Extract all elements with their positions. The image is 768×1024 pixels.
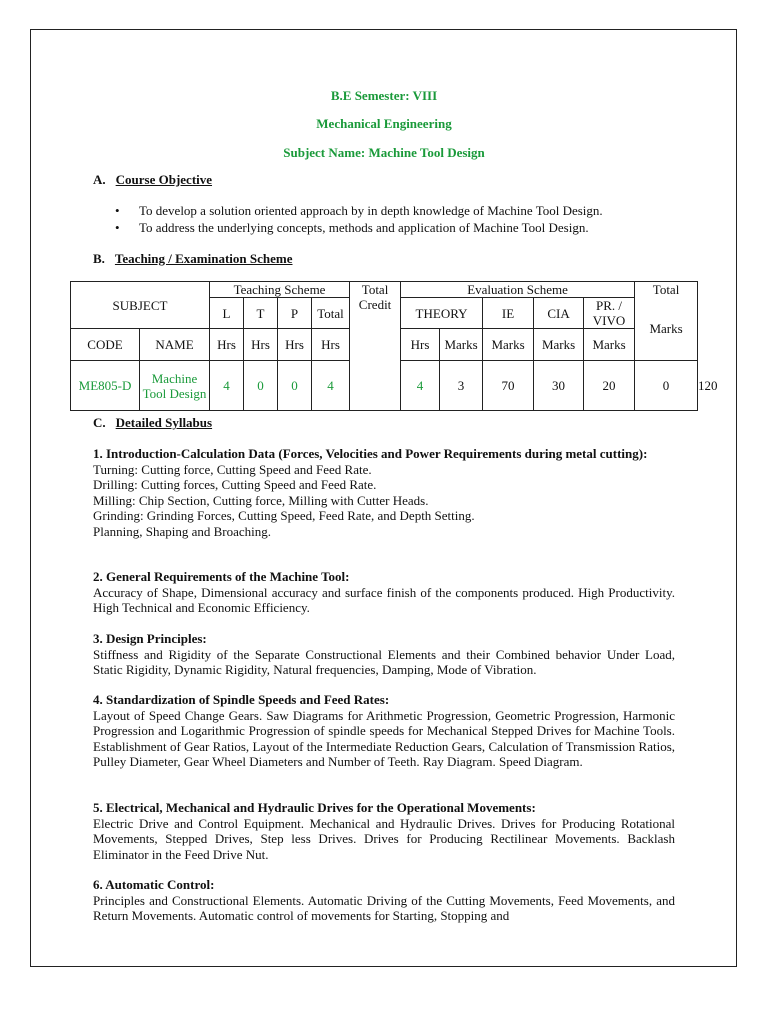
unit-line: Electric Drive and Control Equipment. Mechanical and Hydraulic Drives. Drives for Producing Rotational Movements, Stepped Drives, Step less Drives. Drives for Producing Rectilinear Movements. Backlash Eliminator in the Feed Drive Nut. xyxy=(93,815,675,862)
syllabus-unit-1 xyxy=(93,446,675,539)
unit-heading: 6. Automatic Control: xyxy=(93,877,215,892)
unit-line: Milling: Chip Section, Cutting force, Milling with Cutter Heads. xyxy=(93,492,429,508)
value-theory-marks: 70 xyxy=(483,361,534,411)
syllabus-unit-5 xyxy=(93,800,675,862)
unit-hrs: Hrs xyxy=(312,329,350,361)
col-theory: THEORY xyxy=(401,298,483,329)
value-theory-hrs: 3 xyxy=(440,361,483,411)
col-L: L xyxy=(210,298,244,329)
syllabus-unit-6 xyxy=(93,877,675,924)
unit-line: Drilling: Cutting forces, Cutting Speed and Feed Rate. xyxy=(93,477,377,492)
unit-hrs: Hrs xyxy=(401,329,440,361)
col-cia: CIA xyxy=(534,298,584,329)
unit-heading: 1. Introduction-Calculation Data (Forces, Velocities and Power Requirements during metal cutting): xyxy=(93,446,648,461)
unit-marks: Marks xyxy=(534,329,584,361)
col-ie: IE xyxy=(483,298,534,329)
value-L: 4 xyxy=(210,361,244,411)
unit-heading: 3. Design Principles: xyxy=(93,631,207,646)
code-header: CODE xyxy=(71,329,140,361)
value-credit: 4 xyxy=(401,361,440,411)
value-pr: 0 xyxy=(635,361,698,411)
unit-line: Stiffness and Rigidity of the Separate Constructional Elements and their Combined behavior Under Load, Static Rigidity, Dynamic Rigidity, Natural frequencies, Damping, Mode of Vibration. xyxy=(93,646,675,677)
col-P: P xyxy=(278,298,312,329)
value-T: 0 xyxy=(244,361,278,411)
unit-marks: Marks xyxy=(440,329,483,361)
unit-heading: 5. Electrical, Mechanical and Hydraulic Drives for the Operational Movements: xyxy=(93,800,536,815)
unit-hrs: Hrs xyxy=(210,329,244,361)
unit-marks: Marks xyxy=(584,329,635,361)
unit-marks: Marks xyxy=(483,329,534,361)
unit-line: Grinding: Grinding Forces, Cutting Speed, Feed Rate, and Depth Setting. xyxy=(93,508,475,523)
subject-heading: Subject Name: Machine Tool Design xyxy=(283,145,485,160)
col-T: T xyxy=(244,298,278,329)
unit-hrs: Hrs xyxy=(244,329,278,361)
unit-heading: 2. General Requirements of the Machine Tool: xyxy=(93,569,350,584)
total-marks-header: Marks xyxy=(635,298,698,361)
section-c-title: C. Detailed Syllabus xyxy=(93,415,213,430)
teaching-scheme-header: Teaching Scheme xyxy=(210,282,350,298)
syllabus-unit-4 xyxy=(93,692,675,770)
unit-line: Accuracy of Shape, Dimensional accuracy and surface finish of the components produced. High Productivity. High Technical and Economic Efficiency. xyxy=(93,584,675,615)
value-total: 4 xyxy=(312,361,350,411)
unit-heading: 4. Standardization of Spindle Speeds and Feed Rates: xyxy=(93,692,390,707)
scheme-table: SUBJECT Teaching Scheme Total Credit Evaluation Scheme Total L T P Total THEORY IE CIA PR. / VIVO Marks CODE NAME Hrs Hrs Hrs Hrs Hrs Marks Marks Marks Marks ME805-D Machine Tool Design 4 0 0 4 4 3 70 30 20 0 120 xyxy=(70,281,698,411)
unit-line: Principles and Constructional Elements. Automatic Driving of the Cutting Movements, Feed Movements, and Return Movements. Automatic control of movements for Starting, Stopping and xyxy=(93,892,675,923)
section-a-title: A. Course Objective xyxy=(93,172,213,187)
col-pr-vivo: PR. / VIVO xyxy=(584,298,635,329)
unit-line: Layout of Speed Change Gears. Saw Diagrams for Arithmetic Progression, Geometric Progression, Harmonic Progression and Logarithmic Progression of spindle speeds for Mechanical Stepped Drives for Machine Tools. Establishment of Gear Ratios, Layout of the Intermediate Reduction Gears, Calculation of Transmission Ratios, Pulley Diameter, Gear Wheel Diameters and Number of Teeth. Ray Diagram. Speed Diagram. xyxy=(93,707,675,769)
list-item: • To address the underlying concepts, methods and application of Machine Tool Design. xyxy=(93,219,693,236)
total-header: Total xyxy=(635,282,698,298)
value-P: 0 xyxy=(278,361,312,411)
value-ie: 30 xyxy=(534,361,584,411)
department-heading: Mechanical Engineering xyxy=(316,116,452,131)
unit-hrs: Hrs xyxy=(278,329,312,361)
section-b-title: B. Teaching / Examination Scheme xyxy=(93,251,293,266)
name-header: NAME xyxy=(140,329,210,361)
col-total: Total xyxy=(312,298,350,329)
semester-heading: B.E Semester: VIII xyxy=(330,88,438,103)
syllabus-unit-2 xyxy=(93,569,675,616)
syllabus-unit-3 xyxy=(93,631,675,678)
unit-line: Turning: Cutting force, Cutting Speed and Feed Rate. xyxy=(93,461,372,477)
objectives-list xyxy=(93,202,693,236)
list-item: • To develop a solution oriented approach by in depth knowledge of Machine Tool Design. xyxy=(93,202,693,219)
value-cia: 20 xyxy=(584,361,635,411)
total-credit-header: Total Credit xyxy=(350,282,401,411)
evaluation-scheme-header: Evaluation Scheme xyxy=(401,282,635,298)
course-name: Machine Tool Design xyxy=(140,361,210,411)
course-code: ME805-D xyxy=(71,361,140,411)
subject-header: SUBJECT xyxy=(71,282,210,329)
unit-line: Planning, Shaping and Broaching. xyxy=(93,523,272,539)
